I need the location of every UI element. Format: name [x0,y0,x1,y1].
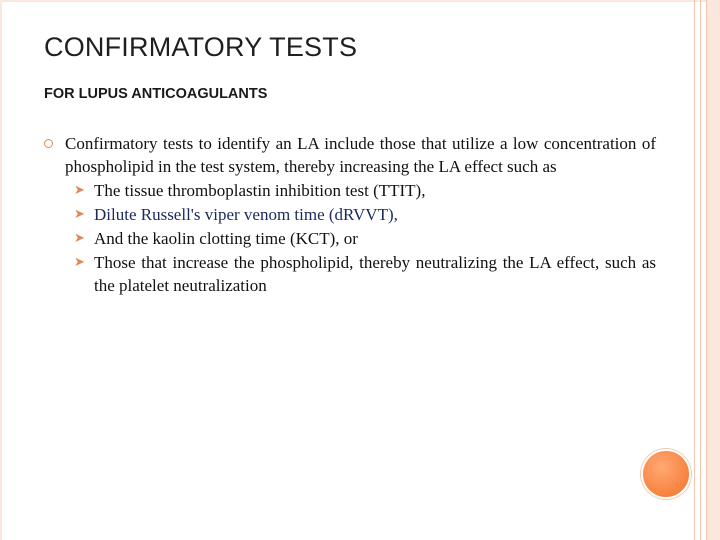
arrow-bullet-icon: ➤ [74,207,85,222]
sub-bullet-text: Those that increase the phospholipid, thereby neutralizing the LA effect, such as the platelet neutralization [94,253,656,295]
main-bullet-text: Confirmatory tests to identify an LA include those that utilize a low concentration of phospholipid in the test system, thereby increasing the LA effect such as [65,134,656,176]
sub-bullet [44,251,656,297]
frame-left-border [0,0,2,540]
sub-bullet-text: Dilute Russell's viper venom time (dRVVT), [94,205,398,224]
frame-line [706,0,707,540]
frame-right-band [706,0,720,540]
hollow-circle-bullet-icon [44,139,53,148]
frame-top-border [0,0,720,2]
frame-line [694,0,695,540]
sub-bullet [44,227,656,250]
sub-bullet-text: The tissue thromboplastin inhibition test (TTIT), [94,181,426,200]
sub-bullet [44,203,656,226]
sub-bullet [44,179,656,202]
slide-body [44,132,656,297]
slide-subtitle: FOR LUPUS ANTICOAGULANTS [44,86,268,102]
arrow-bullet-icon: ➤ [74,183,85,198]
decorative-orange-circle [641,449,691,499]
sub-bullet-text: And the kaolin clotting time (KCT), or [94,229,358,248]
arrow-bullet-icon: ➤ [74,255,85,270]
slide-title: CONFIRMATORY TESTS [44,32,358,62]
frame-line [700,0,701,540]
arrow-bullet-icon: ➤ [74,231,85,246]
main-bullet [44,132,656,178]
